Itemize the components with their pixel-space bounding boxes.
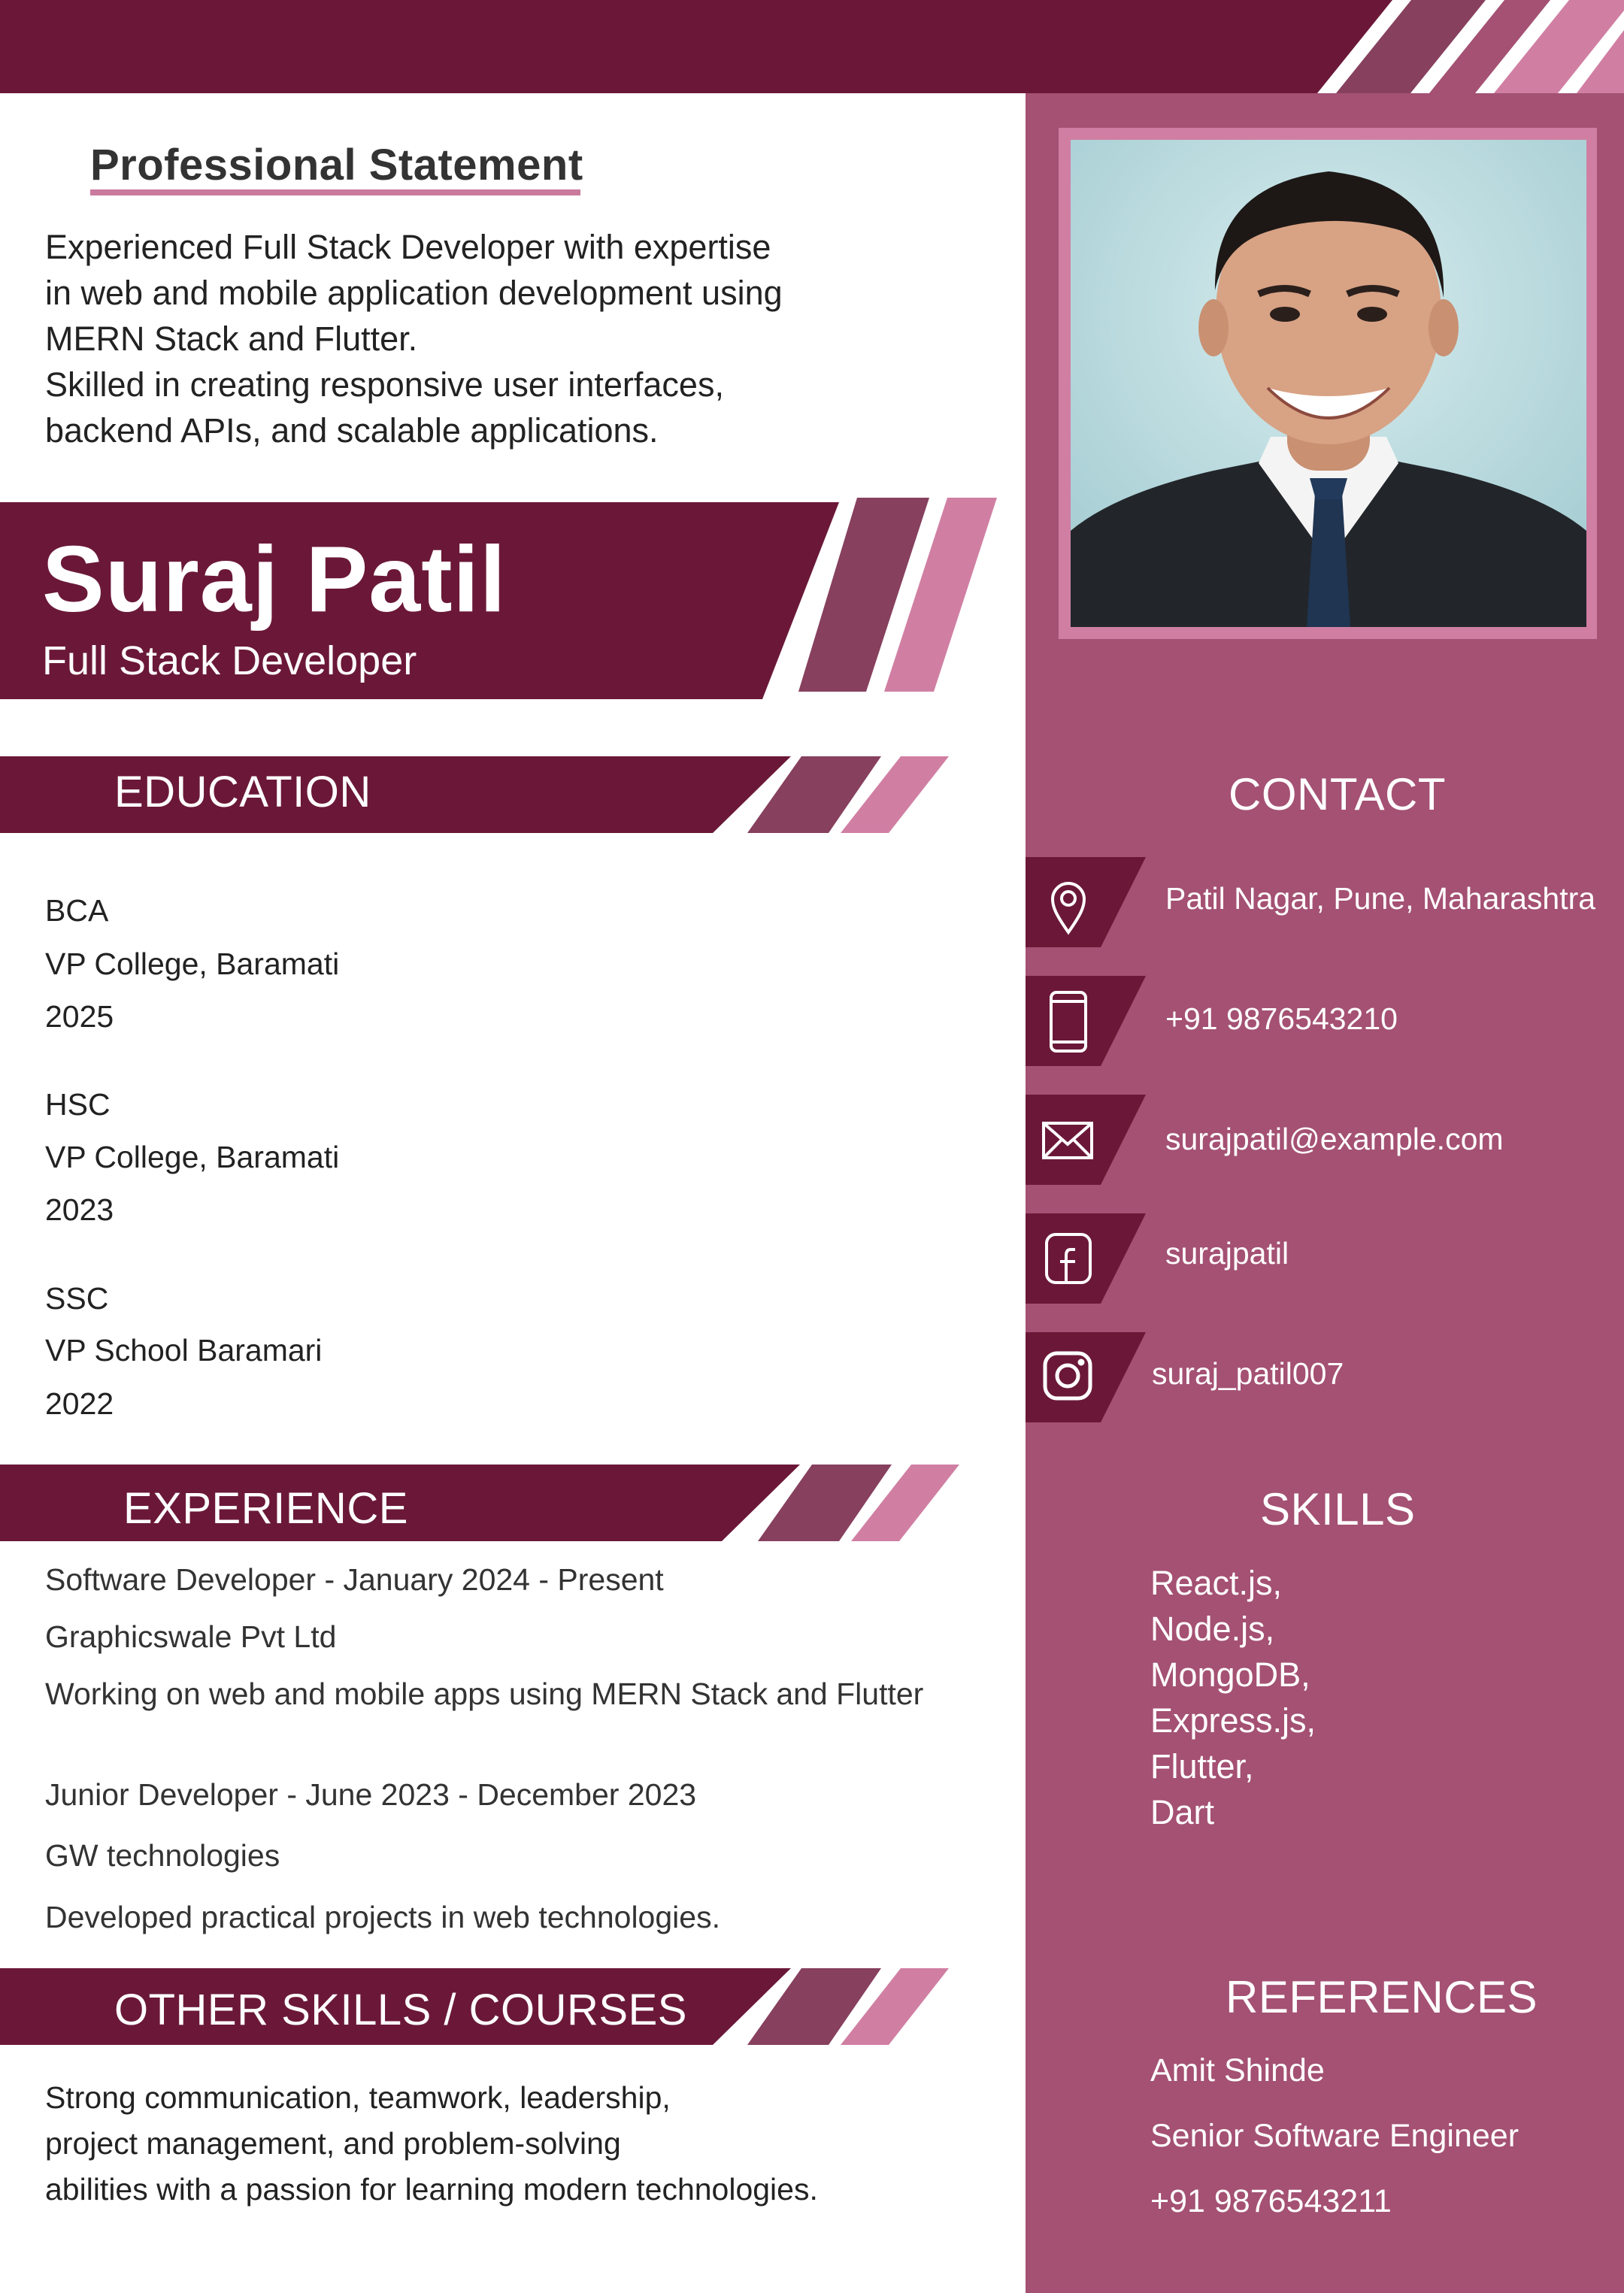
education-year: 2022 (45, 1386, 114, 1421)
skill-item: Express.js, (1150, 1701, 1316, 1740)
other-skills-text (45, 2075, 818, 2213)
contact-tab (1026, 1095, 1146, 1185)
education-degree: HSC (45, 1087, 111, 1122)
other-skills-line: Strong communication, teamwork, leadership, (45, 2080, 671, 2115)
experience-heading: EXPERIENCE (123, 1484, 408, 1533)
contact-instagram[interactable]: suraj_patil007 (1152, 1356, 1344, 1391)
experience-description: Developed practical projects in web technologies. (45, 1900, 720, 1934)
other-skills-heading: OTHER SKILLS / COURSES (114, 1986, 687, 2034)
statement-heading: Professional Statement (90, 141, 583, 189)
contact-heading: CONTACT (1229, 769, 1447, 819)
statement-line: Skilled in creating responsive user interfaces, (45, 365, 724, 404)
contact-phone[interactable]: +91 9876543210 (1165, 1001, 1398, 1036)
contact-tab (1026, 1332, 1146, 1422)
contact-tab (1026, 857, 1146, 947)
reference-phone[interactable]: +91 9876543211 (1150, 2183, 1392, 2219)
education-school: VP School Baramari (45, 1333, 323, 1368)
education-degree: SSC (45, 1281, 109, 1316)
candidate-name: Suraj Patil (42, 528, 507, 632)
contact-address[interactable]: Patil Nagar, Pune, Maharashtra (1165, 881, 1596, 916)
experience-description: Working on web and mobile apps using MERN Stack and Flutter (45, 1677, 924, 1711)
statement-text (45, 224, 947, 453)
education-degree: BCA (45, 893, 109, 928)
reference-name: Amit Shinde (1150, 2052, 1325, 2089)
education-school: VP College, Baramati (45, 947, 340, 981)
other-skills-line: abilities with a passion for learning modern technologies. (45, 2172, 818, 2207)
skill-item: Flutter, (1150, 1747, 1254, 1786)
statement-line: Experienced Full Stack Developer with expertise (45, 228, 771, 266)
profile-photo (1071, 140, 1586, 627)
contact-email[interactable]: surajpatil@example.com (1165, 1122, 1504, 1156)
education-year: 2023 (45, 1192, 114, 1227)
contact-tab (1026, 1213, 1146, 1304)
contact-facebook[interactable]: surajpatil (1165, 1236, 1289, 1271)
contact-tab (1026, 976, 1146, 1066)
statement-line: MERN Stack and Flutter. (45, 320, 418, 358)
experience-company: GW technologies (45, 1838, 280, 1873)
skill-item: Dart (1150, 1793, 1215, 1831)
education-school: VP College, Baramati (45, 1140, 340, 1174)
experience-company: Graphicswale Pvt Ltd (45, 1619, 337, 1654)
reference-title: Senior Software Engineer (1150, 2118, 1519, 2154)
skill-item: Node.js, (1150, 1610, 1275, 1648)
top-header-bar (0, 0, 1624, 93)
skills-heading: SKILLS (1260, 1484, 1416, 1534)
skill-item: React.js, (1150, 1564, 1283, 1602)
skills-list (1150, 1560, 1316, 1835)
statement-line: in web and mobile application development using (45, 274, 783, 312)
statement-underline (90, 189, 580, 195)
other-skills-line: project management, and problem-solving (45, 2126, 621, 2161)
candidate-title: Full Stack Developer (42, 638, 417, 683)
education-heading: EDUCATION (114, 768, 371, 816)
statement-line: backend APIs, and scalable applications. (45, 411, 659, 450)
references-heading: REFERENCES (1226, 1972, 1538, 2022)
experience-role: Software Developer - January 2024 - Present (45, 1562, 664, 1597)
skill-item: MongoDB, (1150, 1655, 1310, 1694)
education-year: 2025 (45, 999, 114, 1034)
experience-role: Junior Developer - June 2023 - December 2023 (45, 1777, 697, 1812)
